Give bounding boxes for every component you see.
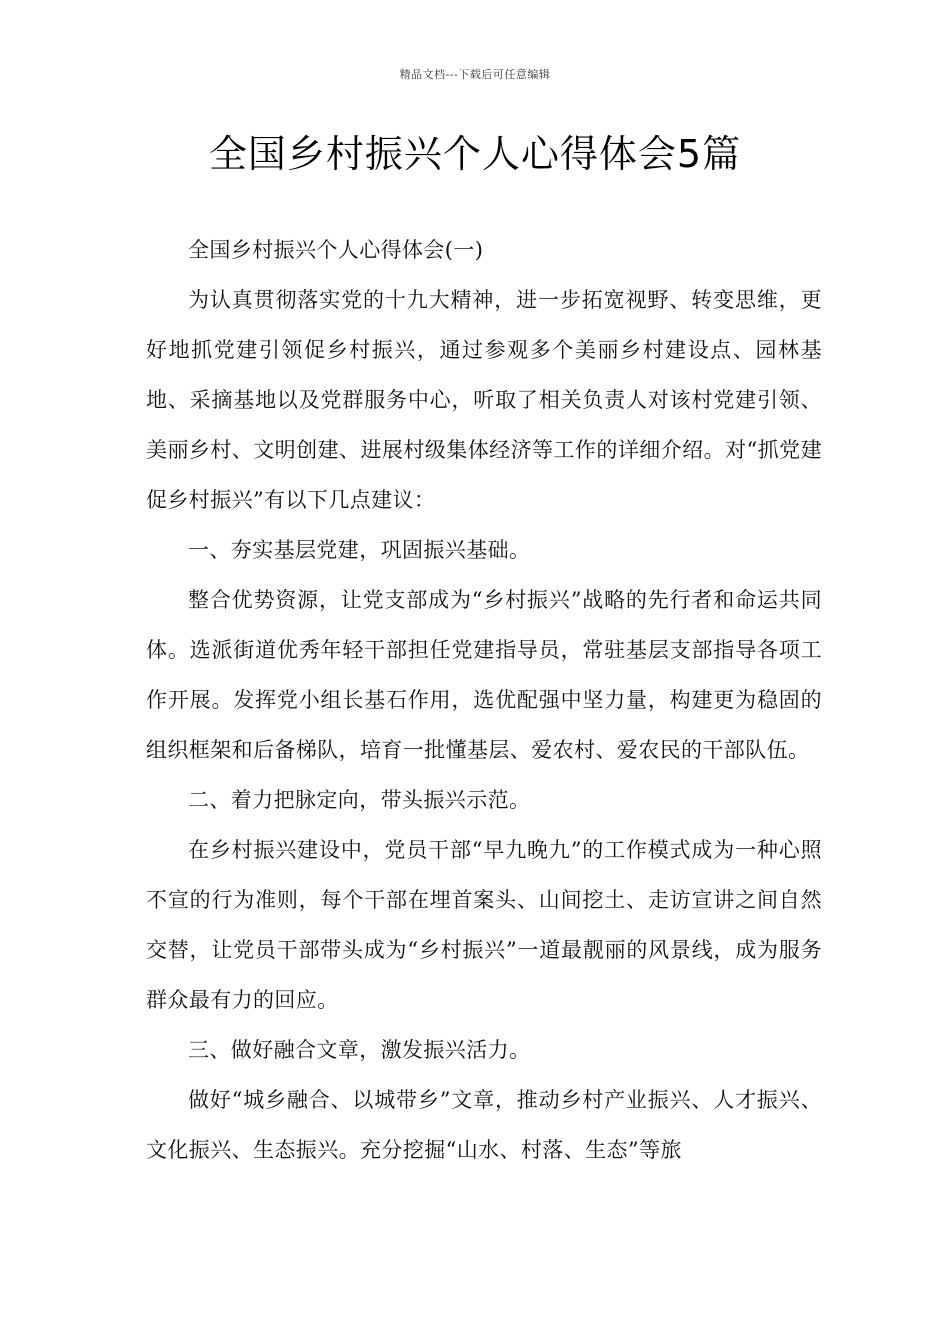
point-heading: 一、夯实基层党建，巩固振兴基础。	[188, 538, 531, 562]
body-paragraph: 在乡村振兴建设中，党员干部“早九晚九”的工作模式成为一种心照不宣的行为准则，每个干部在埋首案头、山间挖土、走访宣讲之间自然交替，让党员干部带头成为“乡村振兴”一道最靓丽的风景线，成为服务群众最有力的回应。	[146, 838, 822, 1012]
body-paragraph: 整合优势资源，让党支部成为“乡村振兴”战略的先行者和命运共同体。选派街道优秀年轻干部担任党建指导员，常驻基层支部指导各项工作开展。发挥党小组长基石作用，选优配强中坚力量，构建更为稳固的组织框架和后备梯队，培育一批懂基层、爱农村、爱农民的干部队伍。	[146, 588, 822, 762]
document-body	[146, 225, 822, 1175]
section-heading: 全国乡村振兴个人心得体会(一)	[188, 238, 484, 262]
point-heading: 三、做好融合文章，激发振兴活力。	[188, 1038, 531, 1062]
body-paragraph: 为认真贯彻落实党的十九大精神，进一步拓宽视野、转变思维，更好地抓党建引领促乡村振兴，通过参观多个美丽乡村建设点、园林基地、采摘基地以及党群服务中心，听取了相关负责人对该村党建引领、美丽乡村、文明创建、进展村级集体经济等工作的详细介绍。对“抓党建促乡村振兴”有以下几点建议：	[146, 288, 822, 512]
point-heading: 二、着力把脉定向，带头振兴示范。	[188, 788, 531, 812]
body-paragraph: 做好“城乡融合、以城带乡”文章，推动乡村产业振兴、人才振兴、文化振兴、生态振兴。充分挖掘“山水、村落、生态”等旅	[146, 1088, 822, 1162]
document-title: 全国乡村振兴个人心得体会5篇	[208, 132, 742, 176]
header-note: 精品文档---下载后可任意编辑	[399, 68, 551, 81]
